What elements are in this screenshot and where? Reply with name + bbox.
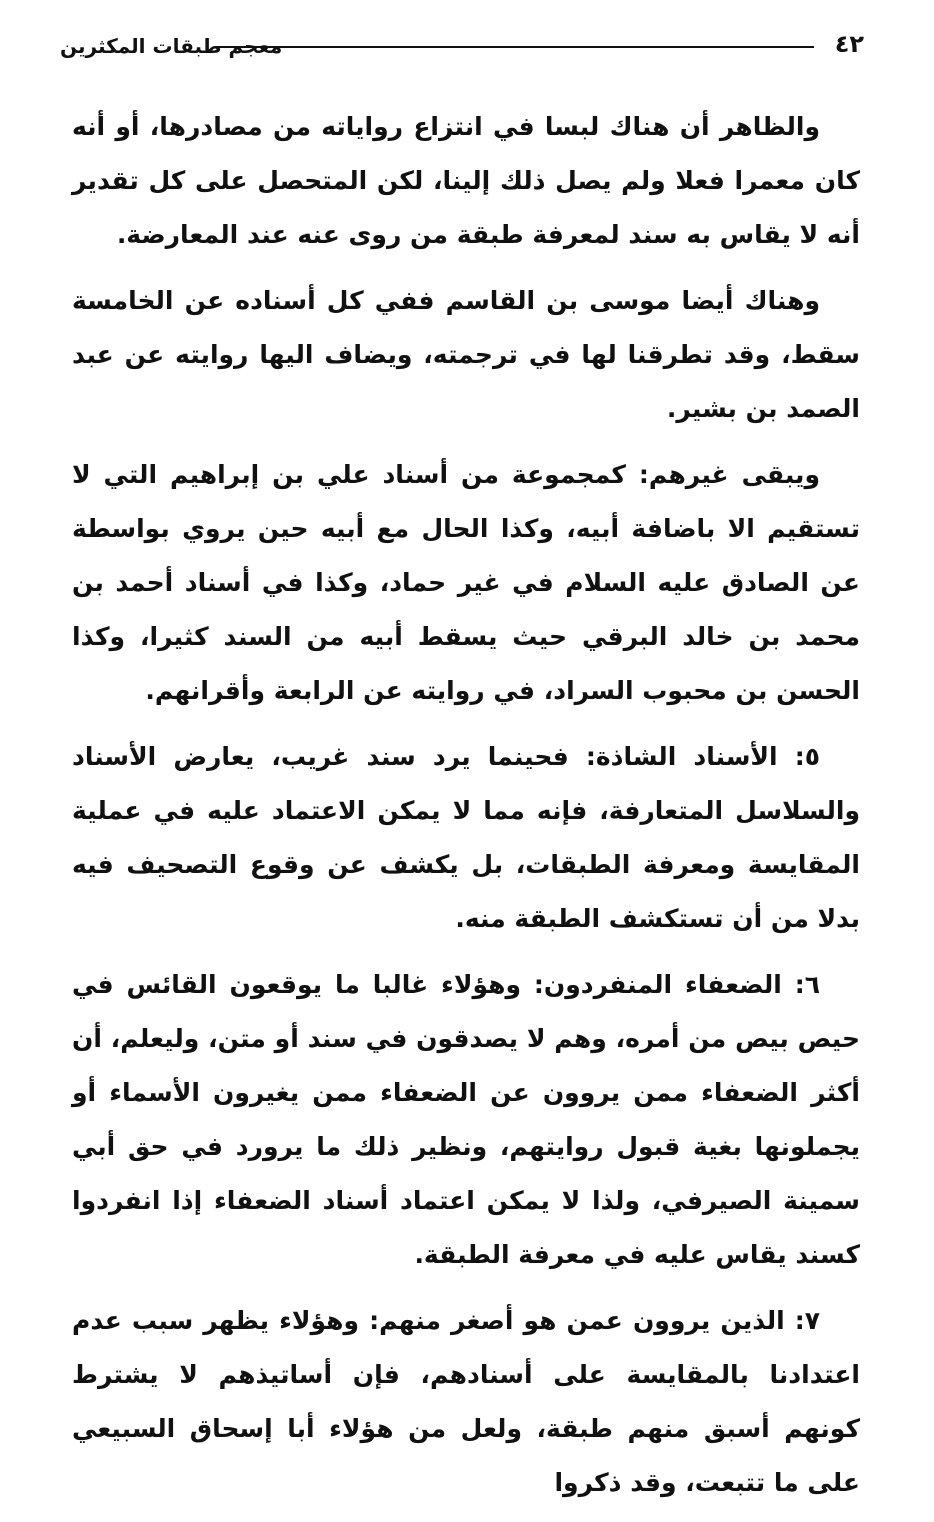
header-rule <box>215 46 814 48</box>
paragraph-1 <box>72 100 860 262</box>
paragraph-3 <box>72 448 860 718</box>
paragraph-text: وهؤلاء غالبا ما يوقعون القائس في حيص بيص من أمره، وهم لا يصدقون في سند أو متن، وليعلم، أن أكثر الضعفاء ممن يروون عن الضعفاء ممن يغيرون الأسماء أو يجملونها بغية قبول روايتهم، ونظير ذلك ما يرورد في حق أبي سمينة الصيرفي، ولذا لا يمكن اعتماد أسناد الضعفاء إذا انفردوا كسند يقاس عليه في معرفة الطبقة. <box>72 970 860 1269</box>
paragraph-heading-term: ٧: الذين يروون عمن هو أصغر منهم: <box>369 1306 820 1335</box>
page-number: ٤٢ <box>834 30 864 58</box>
paragraph-5 <box>72 958 860 1282</box>
paragraph-4 <box>72 730 860 946</box>
running-header <box>60 28 864 68</box>
paragraph-text: والظاهر أن هناك لبسا في انتزاع رواياته من مصادرها، أو أنه كان معمرا فعلا ولم يصل ذلك إلينا، لكن المتحصل على كل تقدير أنه لا يقاس به سند لمعرفة طبقة من روى عنه عند المعارضة. <box>72 112 860 249</box>
book-title: معجم طبقات المكثرين <box>60 34 283 58</box>
paragraph-text: فحينما يرد سند غريب، يعارض الأسناد والسلاسل المتعارفة، فإنه مما لا يمكن الاعتماد عليه في عملية المقايسة ومعرفة الطبقات، بل يكشف عن وقوع التصحيف فيه بدلا من أن تستكشف الطبقة منه. <box>72 742 860 933</box>
paragraph-6 <box>72 1294 860 1510</box>
paragraph-heading-term: ٥: الأسناد الشاذة: <box>585 742 821 771</box>
paragraph-text: وهؤلاء يظهر سبب عدم اعتدادنا بالمقايسة على أسنادهم، فإن أساتيذهم لا يشترط كونهم أسبق منهم طبقة، ولعل من هؤلاء أبا إسحاق السبيعي على ما تتبعت، وقد ذكروا <box>72 1306 860 1497</box>
paragraph-heading-term: ٦: الضعفاء المنفردون: <box>533 970 820 999</box>
paragraph-text: ويبقى غيرهم: كمجموعة من أسناد علي بن إبراهيم التي لا تستقيم الا باضافة أبيه، وكذا الحال مع أبيه حين يروي بواسطة عن الصادق عليه السلام في غير حماد، وكذا في أسناد أحمد بن محمد بن خالد البرقي حيث يسقط أبيه من السند كثيرا، وكذا الحسن بن محبوب السراد، في روايته عن الرابعة وأقرانهم. <box>72 460 860 705</box>
body-text <box>72 100 860 1522</box>
paragraph-2 <box>72 274 860 436</box>
paragraph-text: وهناك أيضا موسى بن القاسم ففي كل أسناده عن الخامسة سقط، وقد تطرقنا لها في ترجمته، ويضاف اليها روايته عن عبد الصمد بن بشير. <box>72 286 860 423</box>
